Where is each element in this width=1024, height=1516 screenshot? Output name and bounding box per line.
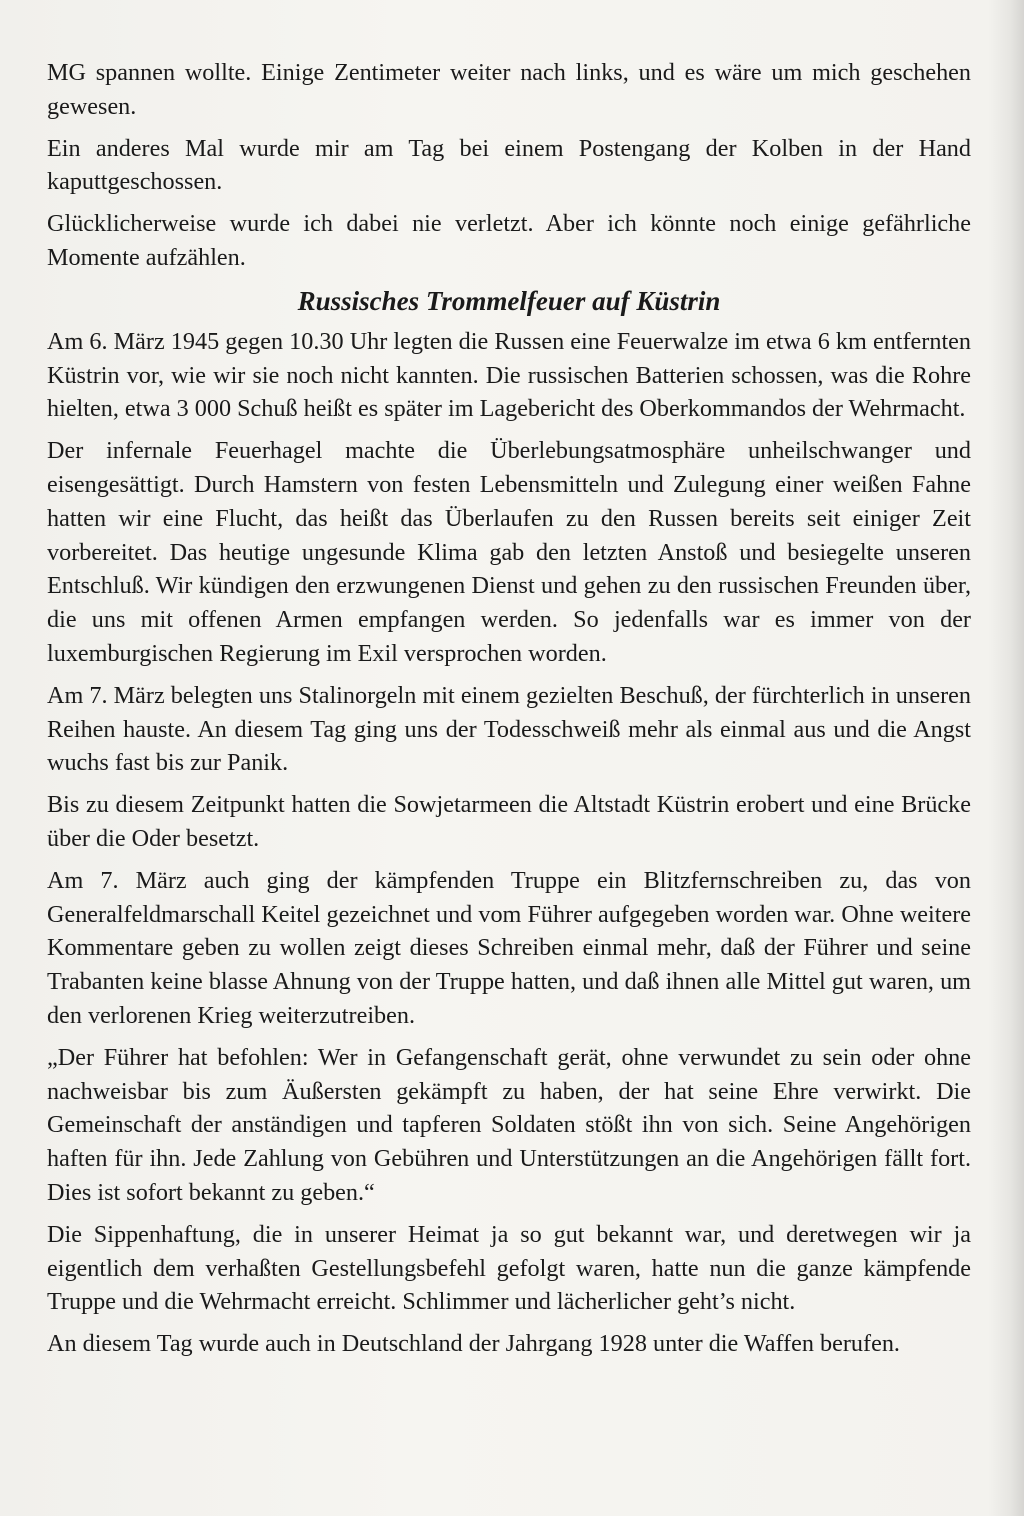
paragraph: MG spannen wollte. Einige Zentimeter weiter nach links, und es wäre um mich geschehen gewesen. [47,59,971,120]
quoted-order-paragraph: „Der Führer hat befohlen: Wer in Gefangenschaft gerät, ohne verwundet zu sein oder ohne nachweisbar bis zum Äußersten gekämpft zu haben, der hat seine Ehre verwirkt. Die Gemeinschaft der anständigen und tapferen Soldaten stößt ihn von sich. Seine Angehörigen haften für ihn. Jede Zahlung von Gebühren und Unterstützungen an die Angehörigen fällt fort. Dies ist sofort bekannt zu geben.“ [47,1043,971,1206]
paragraph: Am 7. März auch ging der kämpfenden Truppe ein Blitzfernschreiben zu, das von Generalfeldmarschall Keitel gezeichnet und vom Führer aufgegeben worden war. Ohne weitere Kommentare geben zu wollen zeigt dieses Schreiben einmal mehr, daß der Führer und seine Trabanten keine blasse Ahnung von der Truppe hatten, und daß ihnen alle Mittel gut waren, um den verlorenen Krieg weiterzutreiben. [47,866,971,1029]
page-edge-shadow [988,0,1024,1516]
paragraph: Glücklicherweise wurde ich dabei nie verletzt. Aber ich könnte noch einige gefährliche Momente aufzählen. [47,210,971,271]
paragraph: Am 7. März belegten uns Stalinorgeln mit einem gezielten Beschuß, der fürchterlich in unseren Reihen hauste. An diesem Tag ging uns der Todesschweiß mehr als einmal aus und die Angst wuchs fast bis zur Panik. [47,681,971,777]
paragraph: Bis zu diesem Zeitpunkt hatten die Sowjetarmeen die Altstadt Küstrin erobert und eine Brücke über die Oder besetzt. [47,791,971,852]
paragraph: Der infernale Feuerhagel machte die Überlebungsatmosphäre unheilschwanger und eisengesättigt. Durch Hamstern von festen Lebensmitteln und Zulegung einer weißen Fahne hatten wir eine Flucht, das heißt das Überlaufen zu den Russen bereits seit einiger Zeit vorbereitet. Das heutige ungesunde Klima gab den letzten Anstoß und besiegelte unseren Entschluß. Wir kündigen den erzwungenen Dienst und gehen zu den russischen Freunden über, die uns mit offenen Armen empfangen werden. So jedenfalls war es immer von der luxemburgischen Regierung im Exil versprochen worden. [47,437,971,667]
page-content [47,56,971,1369]
paragraph: An diesem Tag wurde auch in Deutschland der Jahrgang 1928 unter die Waffen berufen. [47,1330,900,1358]
section-heading: Russisches Trommelfeuer auf Küstrin [297,285,721,316]
paragraph: Ein anderes Mal wurde mir am Tag bei einem Postengang der Kolben in der Hand kaputtgeschossen. [47,134,971,196]
paragraph: Am 6. März 1945 gegen 10.30 Uhr legten die Russen eine Feuerwalze im etwa 6 km entfernten Küstrin vor, wie wir sie noch nicht kannten. Die russischen Batterien schossen, was die Rohre hielten, etwa 3 000 Schuß heißt es später im Lagebericht des Oberkommandos der Wehrmacht. [47,327,971,423]
paragraph: Die Sippenhaftung, die in unserer Heimat ja so gut bekannt war, und deretwegen wir ja eigentlich dem verhaßten Gestellungsbefehl gefolgt waren, hatte nun die ganze kämpfende Truppe und die Wehrmacht erreicht. Schlimmer und lächerlicher geht’s nicht. [47,1220,971,1316]
